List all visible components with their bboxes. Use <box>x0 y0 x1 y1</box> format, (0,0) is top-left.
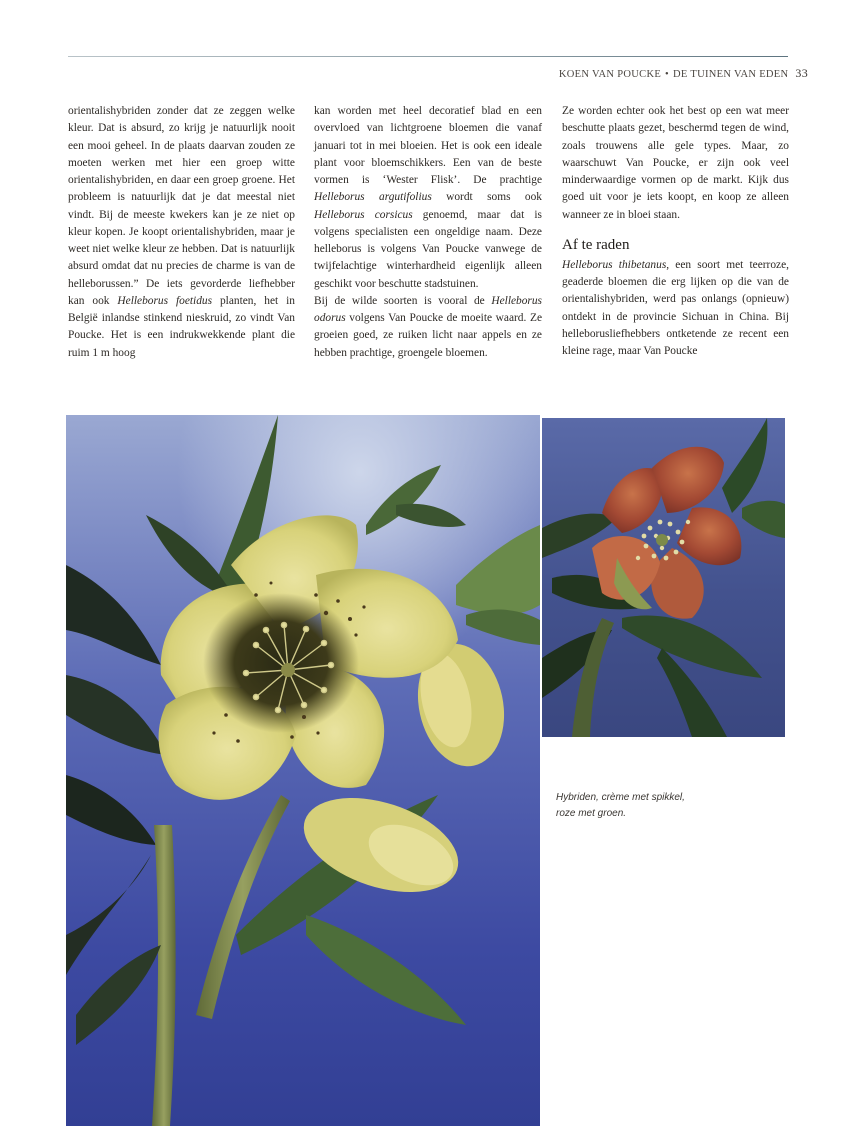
photo-pink-hellebore <box>542 418 785 737</box>
running-head-author: KOEN VAN POUCKE <box>558 69 662 80</box>
column1-paragraph: orientalishybriden zonder dat ze zeggen welke kleur. Dat is absurd, zo krijg je natuurlijk nooit een mooi geheel. In de plaats daarvan zouden ze moeten werken met hier een groep witte orientalishybriden, en daar een groep groene. Het probleem is natuurlijk dat je dat meestal niet vindt. Bij de meeste kwekers kan je ze niet op kleur kopen. Je koopt orientalishybriden, maar je weet niet welke kleur ze hebben. Dat is natuurlijk absurd omdat dat nu precies de charme is van de helleborussen.” De iets gevorderde liefhebber kan ook Helleborus foetidus planten, het in België inlandse stinkend nieskruid, zo vindt Van Poucke. Het is een indrukwekkende plant die ruim 1 m hoog <box>68 105 295 359</box>
running-head-separator: • <box>665 69 670 80</box>
column2-paragraph-2: Bij de wilde soorten is vooral de Helleborus odorus volgens Van Poucke de moeite waard. Ze groeien goed, ze ruiken licht naar appels en ze hebben prachtige, groengele bloemen. <box>314 294 542 359</box>
running-head <box>559 66 808 81</box>
species-name: Helleborus odorus <box>314 294 542 324</box>
page-number: 33 <box>795 66 808 80</box>
species-name: Helleborus corsicus <box>314 208 413 221</box>
text-column-3 <box>562 103 789 360</box>
text-column-2 <box>314 103 542 362</box>
photo-caption <box>556 790 756 822</box>
running-head-book-title: DE TUINEN VAN EDEN <box>673 69 789 80</box>
text-column-1 <box>68 103 295 362</box>
caption-line-2: roze met groen. <box>556 808 627 819</box>
species-name: Helleborus thibetanus <box>562 258 667 271</box>
column3-paragraph-1: Ze worden echter ook het best op een wat meer beschutte plaats gezet, beschermd tegen de wind, zoals trouwens alle gele types. Maar, zo waarschuwt Van Poucke, er zijn ook veel minderwaardige vormen op de markt. Kijk dus goed uit voor je iets koopt, en koop ze alleen wanneer ze in bloei staan. <box>562 105 789 221</box>
header-rule <box>68 56 788 57</box>
caption-line-1: Hybriden, crème met spikkel, <box>556 792 685 803</box>
section-heading: Af te raden <box>562 236 630 253</box>
species-name: Helleborus argutifolius <box>314 191 432 204</box>
column2-paragraph-1: kan worden met heel decoratief blad en een overvloed van lichtgroene bloemen die vanaf januari tot in mei bloeien. Het is ook een ideale plant voor bloemschikkers. Een van de beste vormen is ‘Wester Flisk’. De prachtige Helleborus argutifolius wordt soms ook Helleborus corsicus genoemd, maar dat is volgens specialisten een ongeldige naam. Deze helleborus is volgens Van Poucke vanwege de twijfelachtige winterhardheid eigenlijk alleen geschikt voor beschutte stadstuinen. <box>314 105 542 290</box>
photo-cream-hellebore <box>66 415 540 1126</box>
column3-paragraph-2: Helleborus thibetanus, een soort met teerroze, geaderde bloemen die erg lijken op die van de orientalishybriden, werd pas onlangs (opnieuw) ontdekt in de provincie Sichuan in China. Bij helleborusliefhebbers ontketende ze recent een kleine rage, maar Van Poucke <box>562 258 789 357</box>
species-name: Helleborus foetidus <box>117 294 213 307</box>
